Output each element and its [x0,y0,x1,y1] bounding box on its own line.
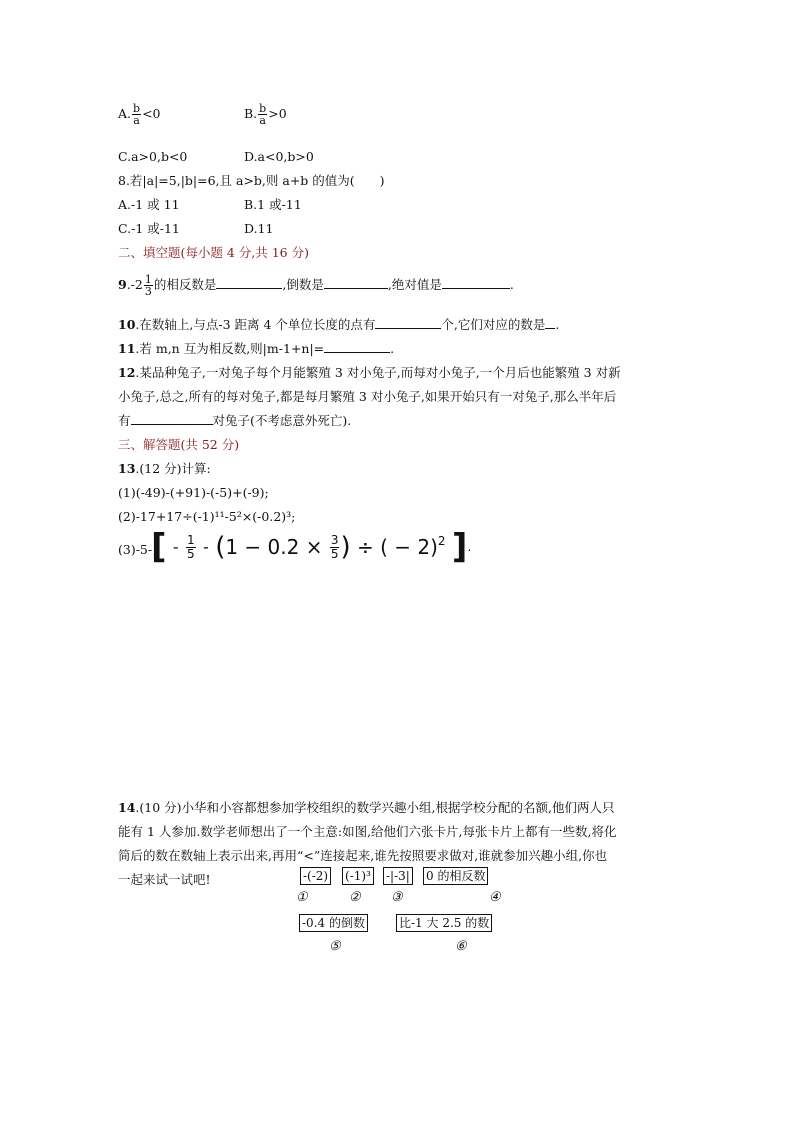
card-label-3: ③ [391,890,403,905]
card-label-1: ① [296,890,308,905]
card-3: -|-3| [383,867,413,885]
q9: 9.-2 $\frac{1}{3}$ 的相反数是 ,倒数是 ,绝对值是 . [118,273,514,298]
q8-stem: 8.若|a|=5,|b|=6,且 a>b,则 a+b 的值为( ) [118,173,385,188]
card-1: -(-2) [300,867,331,885]
section-heading-answer: 三、解答题(共 52 分) [118,437,240,452]
card-6: 比-1 大 2.5 的数 [396,914,492,932]
q14-line-4: 一起来试一试吧! [118,872,211,887]
q9-blank-3[interactable] [442,276,510,289]
q8-option-d: D.11 [244,221,274,236]
q14-line-1: 14.(10 分)小华和小容都想参加学校组织的数学兴趣小组,根据学校分配的名额,他们两人只 [118,800,615,815]
card-label-6: ⑥ [455,939,467,954]
card-5: -0.4 的倒数 [299,914,368,932]
card-label-4: ④ [489,890,501,905]
card-label-5: ⑤ [329,939,341,954]
q8-option-a: A.-1 或 11 [118,197,180,212]
q13-part-3-expression: [ - $\frac{1}{5}$ - (1 − 0.2 × $\frac{3}{5}$ ) ÷ ( − 2)$^2$ ]. [151,527,472,567]
q10-blank-2[interactable] [545,316,555,329]
q13-part-3-prefix: (3)-5- [118,542,153,557]
card-label-2: ② [349,890,361,905]
q13-stem: 13.(12 分)计算: [118,461,211,476]
q14-line-2: 能有 1 人参加.数学老师想出了一个主意:如图,给他们六张卡片,每张卡片上都有一些数,将化 [118,824,617,839]
card-4: 0 的相反数 [423,867,488,885]
q13-part-2: (2)-17+17÷(-1)¹¹-5²×(-0.2)³; [118,509,296,524]
q12-line-3: 有 对兔子(不考虑意外死亡). [118,413,352,428]
q8-option-c: C.-1 或-11 [118,221,180,236]
q7-option-c: C.a>0,b<0 [118,149,188,164]
q9-blank-1[interactable] [216,276,282,289]
q9-blank-2[interactable] [324,276,388,289]
q10: 10.在数轴上,与点-3 距离 4 个单位长度的点有 个,它们对应的数是 . [118,317,560,332]
q13-part-1: (1)(-49)-(+91)-(-5)+(-9); [118,485,269,500]
section-heading-fill-blank: 二、填空题(每小题 4 分,共 16 分) [118,245,309,260]
q11-blank[interactable] [324,340,390,353]
q8-option-b: B.1 或-11 [244,197,302,212]
card-2: (-1)³ [342,867,374,885]
q10-blank-1[interactable] [375,316,441,329]
q7-option-b: B. $\frac{b}{a}$ >0 [244,102,287,127]
q7-option-d: D.a<0,b>0 [244,149,314,164]
q12-blank[interactable] [131,412,213,425]
q12-line-1: 12.某品种兔子,一对兔子每个月能繁殖 3 对小兔子,而每对小兔子,一个月后也能繁殖 3 对新 [118,365,621,380]
q14-line-3: 简后的数在数轴上表示出来,再用“<”连接起来,谁先按照要求做对,谁就参加兴趣小组,你也 [118,848,608,863]
q12-line-2: 小兔子,总之,所有的每对兔子,都是每月繁殖 3 对小兔子,如果开始只有一对兔子,那么半年后 [118,389,617,404]
q7-option-a: A. $\frac{b}{a}$ <0 [118,102,161,127]
q11: 11.若 m,n 互为相反数,则|m-1+n|= . [118,341,395,356]
